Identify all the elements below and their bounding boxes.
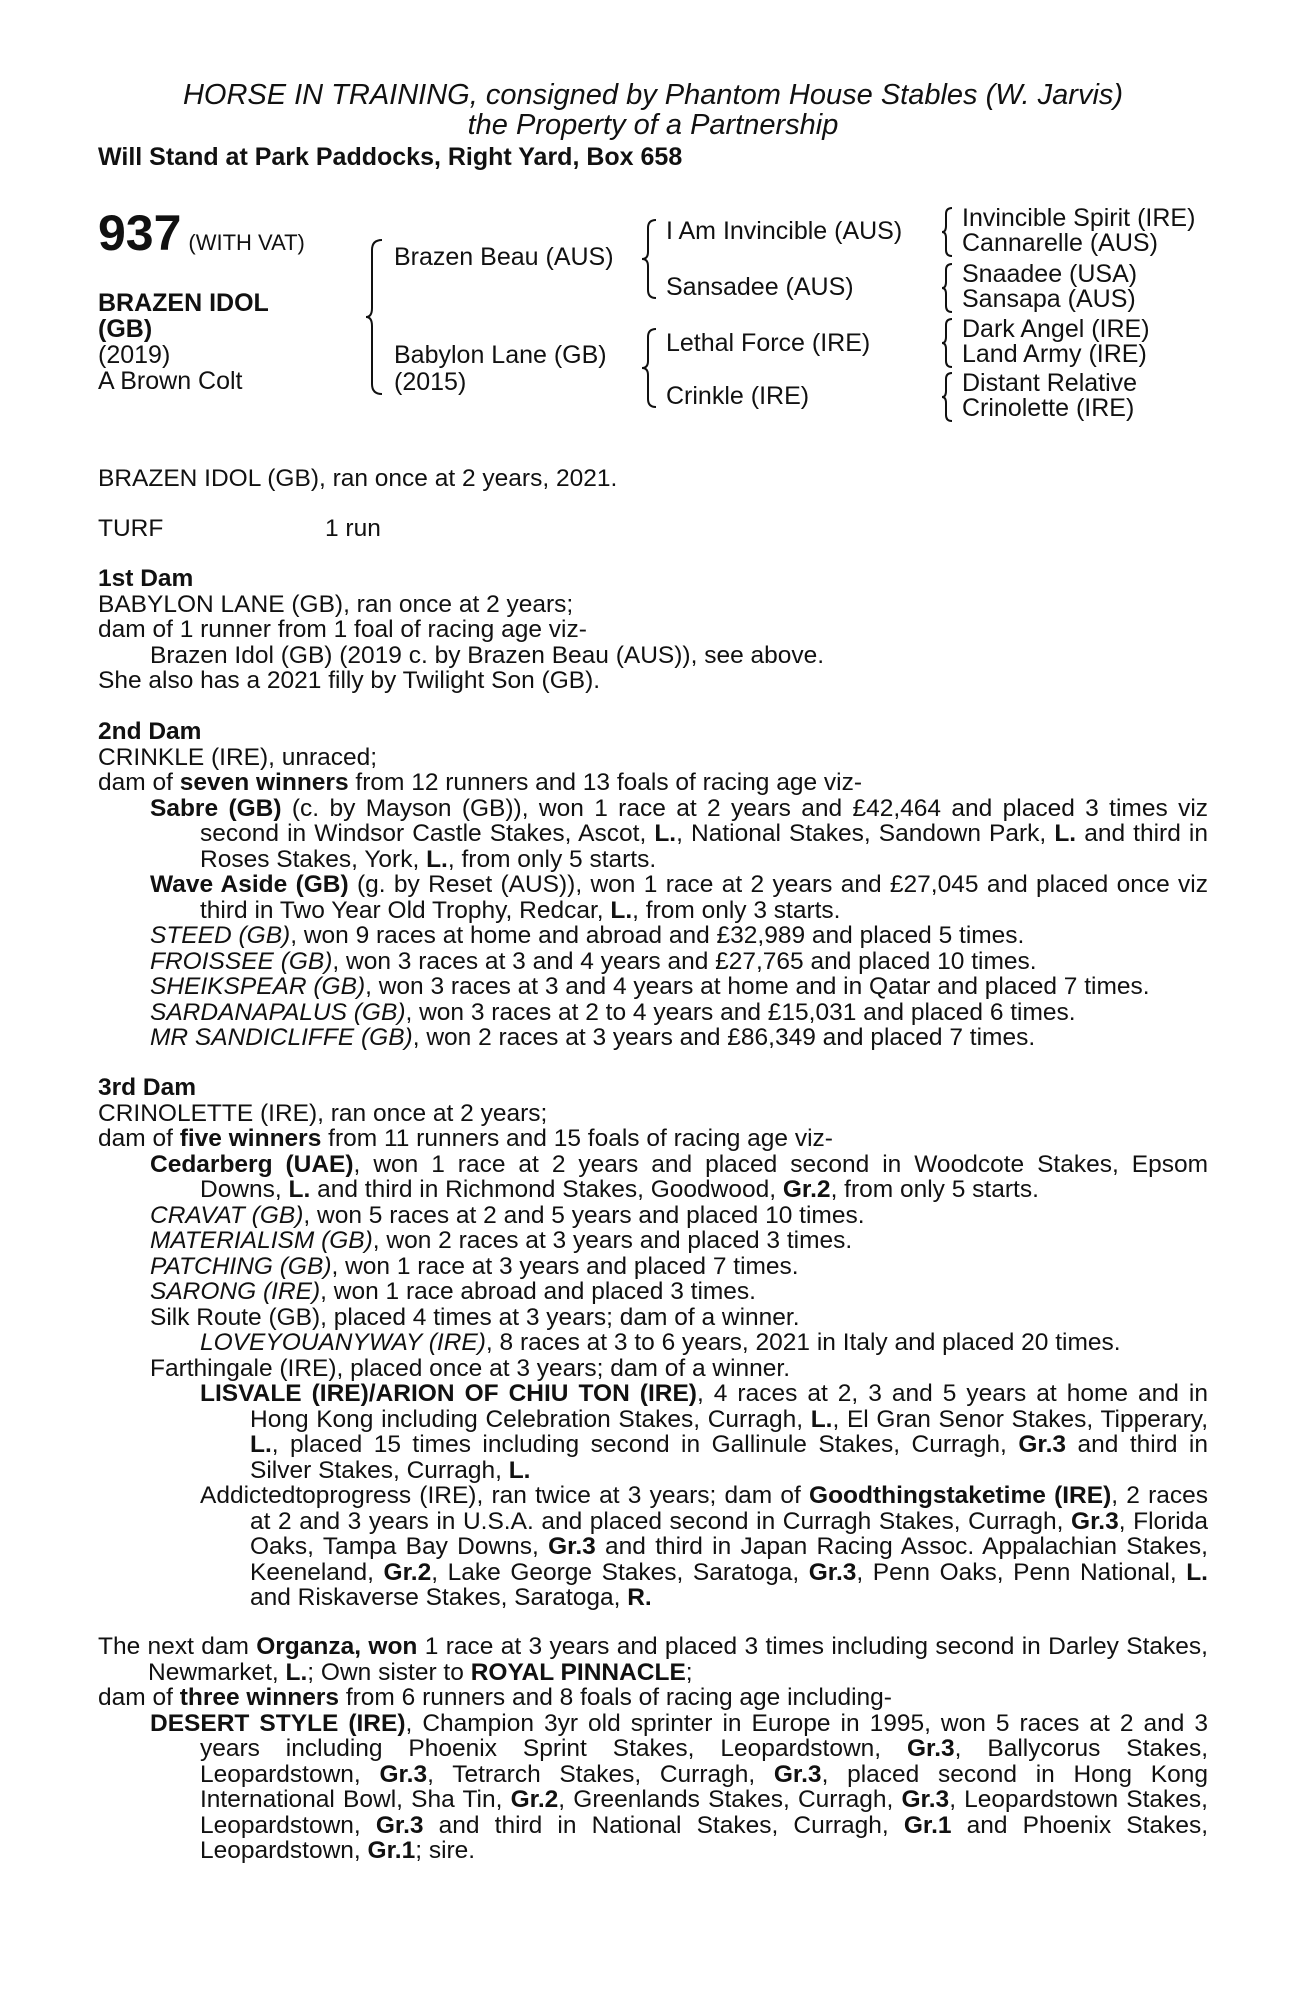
lot-number: 937	[98, 205, 182, 261]
progeny-mr-sandicliffe	[98, 1025, 1208, 1051]
grade: Gr.3	[548, 1533, 596, 1560]
horse-name: DESERT STYLE (IRE)	[150, 1709, 406, 1737]
grade: L.	[285, 1658, 308, 1686]
grade: Gr.3	[906, 1735, 955, 1762]
text: and Riskaverse Stakes, Saratoga,	[250, 1584, 628, 1611]
surface-runs: 1 run	[325, 515, 381, 542]
next-dam-line	[98, 1634, 1208, 1685]
pedigree-dam-sire: Lethal Force (IRE)	[666, 329, 871, 357]
text: , 4 races at 2, 3 and 5 years at home and in Hong Kong including Celebration Stakes, Curragh,	[250, 1380, 1208, 1433]
vat-note: (WITH VAT)	[188, 230, 305, 255]
text: , El Gran Senor Stakes, Tipperary,	[832, 1405, 1208, 1433]
grade: L.	[1186, 1558, 1208, 1586]
bracket-g12	[940, 206, 954, 258]
text: dam of	[98, 1684, 180, 1711]
text: , won 3 races at 3 and 4 years and £27,765 and placed 10 times.	[332, 947, 1037, 975]
text: , won 2 races at 3 years and £86,349 and placed 7 times.	[412, 1024, 1036, 1051]
grade: Gr.1	[903, 1811, 952, 1839]
second-dam-heading: 2nd Dam	[98, 718, 202, 745]
text: (g. by Reset (AUS)), won 1 race at 2 years and £27,045 and placed once viz third in Two Year Old Trophy, Redcar,	[200, 871, 1208, 924]
grade: L.	[810, 1405, 833, 1433]
ancestor-3: Snaadee (USA)	[962, 260, 1138, 288]
text: , won 5 races at 2 and 5 years and placed 10 times.	[303, 1201, 865, 1229]
third-dam-line: CRINOLETTE (IRE), ran once at 2 years;	[98, 1099, 548, 1127]
horse-name: Cedarberg (UAE)	[150, 1150, 354, 1178]
text: and third in Roses Stakes, York,	[200, 820, 1208, 873]
horse-description: A Brown Colt	[98, 367, 243, 395]
progeny-desert-style	[98, 1711, 1208, 1864]
grade: L.	[654, 820, 677, 847]
race-record: BRAZEN IDOL (GB), ran once at 2 years, 2021.	[98, 465, 618, 492]
progeny-steed	[98, 923, 1208, 949]
grade: L.	[508, 1456, 531, 1484]
ancestor-6: Land Army (IRE)	[962, 340, 1147, 368]
text: and third in Japan Racing Assoc. Appalachian Stakes, Keeneland,	[250, 1533, 1208, 1586]
text: , won	[354, 1633, 418, 1660]
text: , won 2 races at 3 years and placed 3 times.	[372, 1227, 853, 1254]
horse-name: SHEIKSPEAR (GB)	[150, 973, 366, 1000]
ancestor-5: Dark Angel (IRE)	[962, 315, 1150, 343]
next-dam-section	[98, 1634, 1208, 1864]
first-dam-produce: dam of 1 runner from 1 foal of racing age viz-	[98, 616, 587, 643]
text: , won 1 race abroad and placed 3 times.	[320, 1278, 756, 1305]
grade: Gr.3	[375, 1811, 424, 1839]
text: , Tetrarch Stakes, Curragh,	[427, 1760, 774, 1788]
progeny-patching	[98, 1254, 1208, 1280]
pedigree-gen3-b	[962, 262, 1137, 312]
pedigree-gen3-a	[962, 206, 1195, 256]
lot-block	[98, 205, 305, 261]
text: , from only 5 starts.	[447, 845, 657, 873]
text: , Lake George Stakes, Saratoga,	[431, 1558, 809, 1586]
third-dam-heading: 3rd Dam	[98, 1074, 197, 1101]
progeny-farthingale: Farthingale (IRE), placed once at 3 years; dam of a winner.	[150, 1354, 791, 1382]
ancestor-7: Distant Relative	[962, 369, 1138, 397]
horse-name: Wave Aside (GB)	[150, 871, 349, 898]
grade: Gr.3	[379, 1760, 428, 1788]
horse-name: LOVEYOUANYWAY (IRE)	[200, 1329, 486, 1356]
ancestor-8: Crinolette (IRE)	[962, 394, 1135, 422]
consignor-line: HORSE IN TRAINING, consigned by Phantom House Stables (W. Jarvis)	[182, 79, 1124, 111]
pedigree-gen3-c	[962, 317, 1150, 367]
horse-name: CRAVAT (GB)	[150, 1201, 304, 1229]
horse-name: Goodthingstaketime (IRE)	[809, 1482, 1112, 1509]
bracket-g56	[940, 317, 954, 369]
progeny-lisvale	[98, 1381, 1208, 1483]
text: The next dam	[98, 1633, 257, 1660]
horse-name: MATERIALISM (GB)	[150, 1227, 373, 1254]
progeny-cedarberg	[98, 1152, 1208, 1203]
progeny-loveyouanyway	[98, 1330, 1208, 1356]
pedigree-sire-sire: I Am Invincible (AUS)	[666, 217, 903, 245]
progeny-silk-route: Silk Route (GB), placed 4 times at 3 years; dam of a winner.	[150, 1303, 800, 1331]
horse-name: SARDANAPALUS (GB)	[150, 998, 406, 1026]
progeny-cravat	[98, 1203, 1208, 1229]
horse-name: FROISSEE (GB)	[150, 947, 333, 975]
text: ; sire.	[415, 1837, 476, 1864]
text: from 12 runners and 13 foals of racing age viz-	[348, 769, 862, 796]
pedigree-sire-bracket	[640, 218, 658, 300]
second-dam-section	[98, 719, 1208, 1051]
pedigree-dam-bracket	[640, 327, 658, 409]
third-dam-produce	[98, 1126, 1208, 1152]
horse-name: ROYAL PINNACLE	[470, 1658, 686, 1686]
text: , from only 3 starts.	[632, 896, 841, 924]
first-dam-heading: 1st Dam	[98, 565, 194, 592]
text: , won 1 race at 3 years and placed 7 times.	[331, 1252, 799, 1280]
text: , placed second in Hong Kong International Bowl, Sha Tin,	[200, 1760, 1208, 1813]
text: dam of	[98, 1125, 180, 1152]
text: ; Own sister to	[307, 1658, 471, 1686]
ancestor-1: Invincible Spirit (IRE)	[962, 204, 1196, 232]
text: and third in Silver Stakes, Curragh,	[250, 1431, 1209, 1484]
third-dam-section	[98, 1075, 1208, 1611]
horse-country: (GB)	[98, 315, 153, 343]
horse-name: Organza	[256, 1633, 355, 1660]
grade: L.	[610, 896, 633, 924]
pedigree-dam: Babylon Lane (GB)	[394, 341, 607, 369]
first-dam-foal: Brazen Idol (GB) (2019 c. by Brazen Beau (AUS)), see above.	[150, 641, 825, 669]
winners-count: five winners	[179, 1125, 322, 1152]
text: , Ballycorus Stakes, Leopardstown,	[200, 1735, 1208, 1788]
progeny-sheikspear	[98, 974, 1208, 1000]
text: ;	[685, 1658, 693, 1686]
text: (c. by Mayson (GB)), won 1 race at 2 years and £42,464 and placed 3 times viz second in Windsor Castle Stakes, Ascot,	[200, 794, 1209, 847]
text: , from only 5 starts.	[830, 1176, 1039, 1203]
horse-name: STEED (GB)	[150, 922, 291, 949]
pedigree-dam-dam: Crinkle (IRE)	[666, 382, 810, 410]
pedigree-dam-year: (2015)	[394, 368, 467, 396]
first-dam-note: She also has a 2021 filly by Twilight Son (GB).	[98, 667, 601, 694]
horse-name: PATCHING (GB)	[150, 1252, 332, 1280]
text: , won 1 race at 2 years and placed second in Woodcote Stakes, Epsom Downs,	[200, 1150, 1209, 1203]
grade: R.	[627, 1584, 652, 1611]
text: , won 3 races at 3 and 4 years at home and in Qatar and placed 7 times.	[365, 973, 1150, 1000]
text: , Florida Oaks, Tampa Bay Downs,	[250, 1507, 1208, 1560]
text: , 2 races at 2 and 3 years in U.S.A. and placed second in Curragh Stakes, Curragh,	[250, 1482, 1208, 1535]
pedigree-main-bracket	[364, 238, 384, 396]
location-line: Will Stand at Park Paddocks, Right Yard, Box 658	[98, 143, 683, 171]
grade: L.	[288, 1176, 311, 1203]
horse-name: Sabre (GB)	[150, 794, 282, 822]
ancestor-2: Cannarelle (AUS)	[962, 229, 1158, 257]
grade: L.	[1054, 820, 1077, 847]
text: from 6 runners and 8 foals of racing age including-	[339, 1684, 892, 1711]
text: Addictedtoprogress (IRE), ran twice at 3 years; dam of	[200, 1482, 810, 1509]
text: , Penn Oaks, Penn National,	[856, 1558, 1187, 1586]
text: dam of	[98, 769, 180, 796]
progeny-materialism	[98, 1228, 1208, 1254]
horse-name: LISVALE (IRE)/ARION OF CHIU TON (IRE)	[200, 1380, 697, 1407]
bracket-g34	[940, 262, 954, 314]
grade: L.	[250, 1431, 272, 1458]
first-dam-section	[98, 566, 1208, 694]
text: , Greenlands Stakes, Curragh,	[558, 1786, 902, 1813]
text: , 8 races at 3 to 6 years, 2021 in Italy and placed 20 times.	[485, 1329, 1121, 1356]
next-dam-produce	[98, 1685, 1208, 1711]
grade: Gr.2	[383, 1558, 432, 1586]
pedigree-sire-dam: Sansadee (AUS)	[666, 273, 854, 301]
grade: Gr.2	[782, 1176, 831, 1203]
winners-count: three winners	[179, 1684, 340, 1711]
bracket-g78	[940, 371, 954, 423]
text: 1 race at 3 years and placed 3 times including second in Darley Stakes, Newmarket,	[148, 1633, 1208, 1686]
pedigree-gen3-d	[962, 371, 1137, 421]
text: and third in National Stakes, Curragh,	[423, 1811, 904, 1839]
progeny-wave-aside	[98, 872, 1208, 923]
text: , won 9 races at home and abroad and £32,989 and placed 5 times.	[290, 922, 1025, 949]
text: , placed 15 times including second in Gallinule Stakes, Curragh,	[271, 1431, 1019, 1458]
text: and third in Richmond Stakes, Goodwood,	[310, 1176, 783, 1203]
horse-name: SARONG (IRE)	[150, 1278, 321, 1305]
first-dam-line: BABYLON LANE (GB), ran once at 2 years;	[98, 590, 574, 618]
winners-count: seven winners	[179, 769, 349, 796]
ancestor-4: Sansapa (AUS)	[962, 285, 1136, 313]
grade: Gr.2	[510, 1786, 559, 1813]
horse-info	[98, 290, 269, 394]
text: from 11 runners and 15 foals of racing age viz-	[321, 1125, 833, 1152]
grade: Gr.3	[773, 1760, 822, 1788]
second-dam-produce	[98, 770, 1208, 796]
text: , Leopardstown Stakes, Leopardstown,	[200, 1786, 1208, 1839]
grade: Gr.3	[1071, 1507, 1119, 1535]
grade: Gr.3	[1018, 1431, 1067, 1458]
text: and Phoenix Stakes, Leopardstown,	[200, 1811, 1209, 1864]
horse-year: (2019)	[98, 341, 171, 369]
grade: Gr.3	[901, 1786, 950, 1813]
progeny-sardanapalus	[98, 1000, 1208, 1026]
horse-name: MR SANDICLIFFE (GB)	[150, 1024, 413, 1051]
grade: Gr.1	[367, 1837, 416, 1864]
text: , National Stakes, Sandown Park,	[676, 820, 1055, 847]
second-dam-line: CRINKLE (IRE), unraced;	[98, 743, 378, 771]
pedigree-sire: Brazen Beau (AUS)	[394, 243, 614, 271]
grade: L.	[426, 845, 448, 873]
text: , won 3 races at 2 to 4 years and £15,031 and placed 6 times.	[405, 998, 1076, 1026]
horse-name: BRAZEN IDOL	[98, 289, 269, 317]
surface-label: TURF	[98, 515, 164, 542]
progeny-sarong	[98, 1279, 1208, 1305]
progeny-addictedtoprogress	[98, 1483, 1208, 1611]
text: , Champion 3yr old sprinter in Europe in 1995, won 5 races at 2 and 3 years including Phoenix Sprint Stakes, Leopardstown,	[200, 1709, 1209, 1762]
progeny-froissee	[98, 949, 1208, 975]
progeny-sabre	[98, 796, 1208, 873]
property-line: the Property of a Partnership	[467, 109, 839, 141]
catalogue-header	[98, 80, 1208, 172]
grade: Gr.3	[808, 1558, 857, 1586]
